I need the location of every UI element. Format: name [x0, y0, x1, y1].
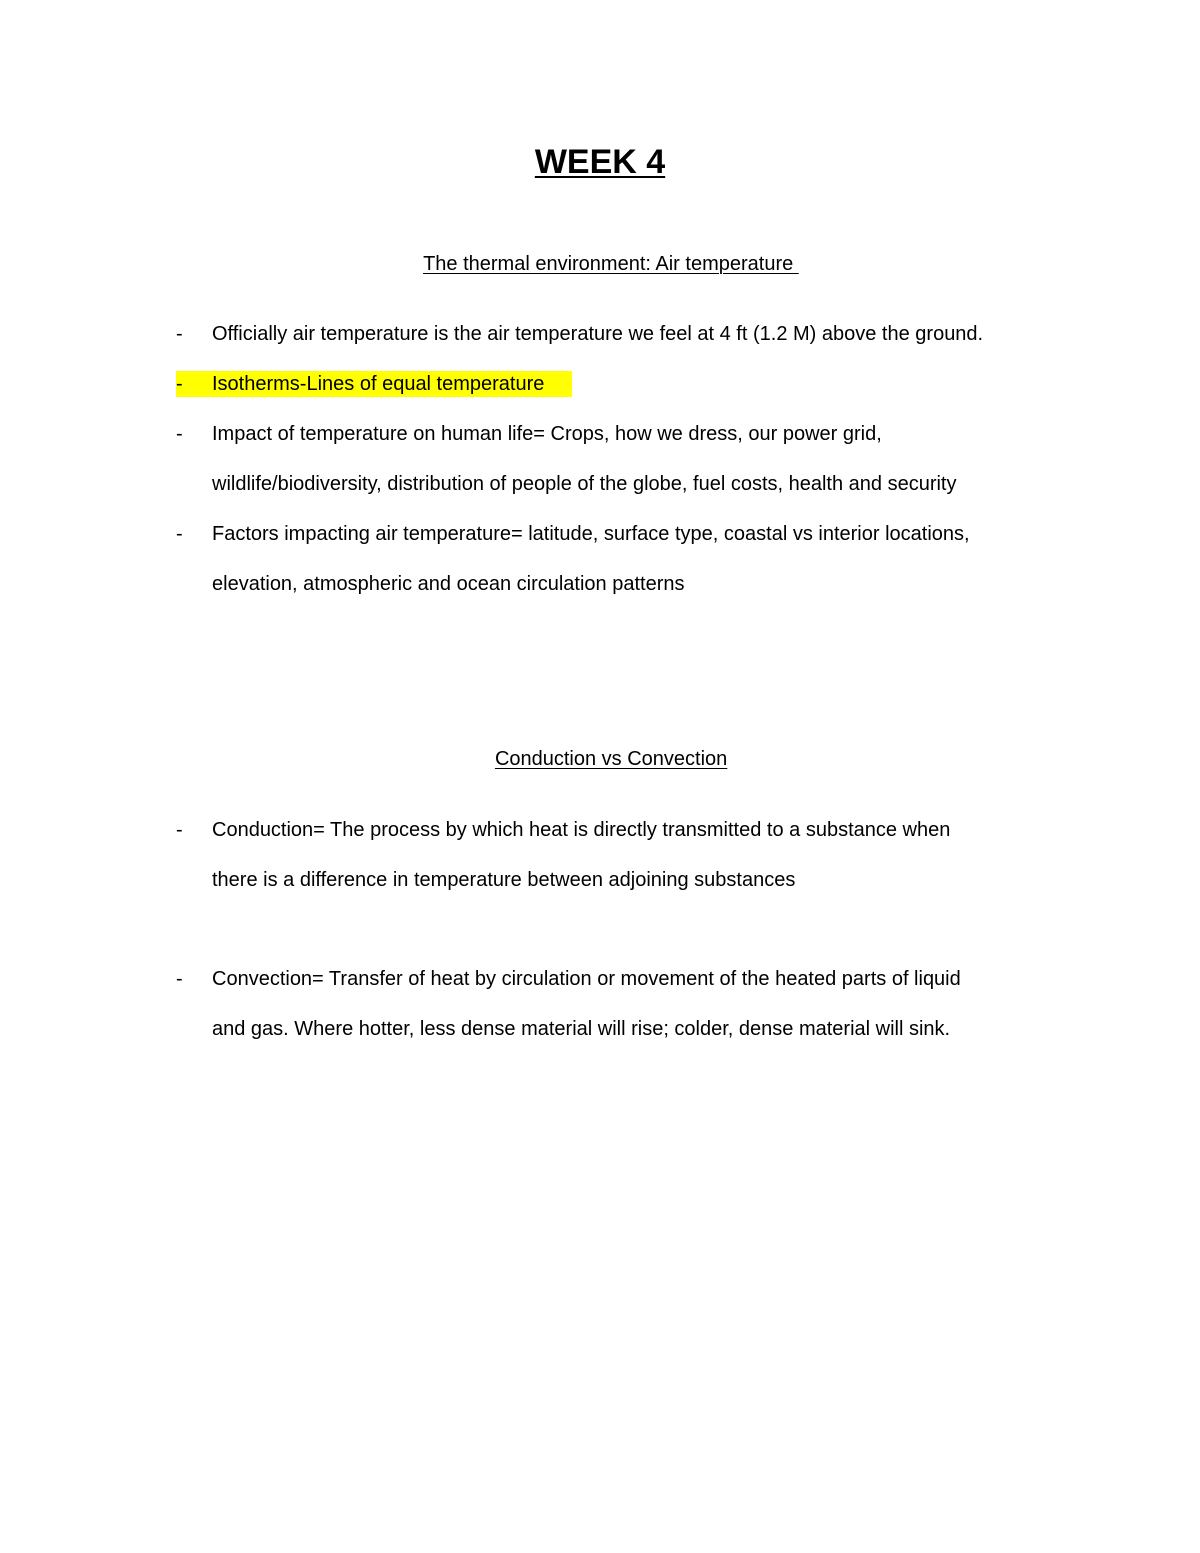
bullet-text-line: elevation, atmospheric and ocean circulation patterns — [212, 573, 685, 595]
list-item — [0, 509, 1200, 609]
section-heading-air-temperature: The thermal environment: Air temperature — [423, 253, 799, 275]
bullet-text-line: Isotherms-Lines of equal temperature — [212, 373, 545, 395]
bullet-text-line: wildlife/biodiversity, distribution of people of the globe, fuel costs, health and security — [212, 473, 957, 495]
bullet-dash: - — [176, 819, 183, 841]
bullet-text-line: Convection= Transfer of heat by circulation or movement of the heated parts of liquid — [212, 968, 961, 990]
bullet-text-line: Factors impacting air temperature= latitude, surface type, coastal vs interior locations, — [212, 523, 970, 545]
bullet-text-line: Impact of temperature on human life= Crops, how we dress, our power grid, — [212, 423, 882, 445]
list-item — [0, 954, 1200, 1054]
bullet-text-line: Officially air temperature is the air temperature we feel at 4 ft (1.2 M) above the ground. — [212, 323, 984, 345]
bullet-dash: - — [176, 373, 183, 395]
list-item — [0, 805, 1200, 905]
bullet-text-line: and gas. Where hotter, less dense material will rise; colder, dense material will sink. — [212, 1018, 951, 1040]
bullet-text-line: there is a difference in temperature between adjoining substances — [212, 869, 796, 891]
list-item — [0, 409, 1200, 509]
section-heading-conduction-convection: Conduction vs Convection — [494, 748, 728, 770]
bullet-dash: - — [176, 423, 183, 445]
bullet-dash: - — [176, 323, 183, 345]
bullet-list-convection — [0, 954, 1200, 1054]
bullet-list-conduction — [0, 805, 1200, 905]
bullet-dash: - — [176, 523, 183, 545]
document-title: WEEK 4 — [534, 143, 666, 181]
list-item-highlighted — [0, 359, 1200, 409]
bullet-list-air-temperature — [0, 309, 1200, 609]
list-item — [0, 309, 1200, 359]
bullet-text-line: Conduction= The process by which heat is directly transmitted to a substance when — [212, 819, 951, 841]
bullet-dash: - — [176, 968, 183, 990]
